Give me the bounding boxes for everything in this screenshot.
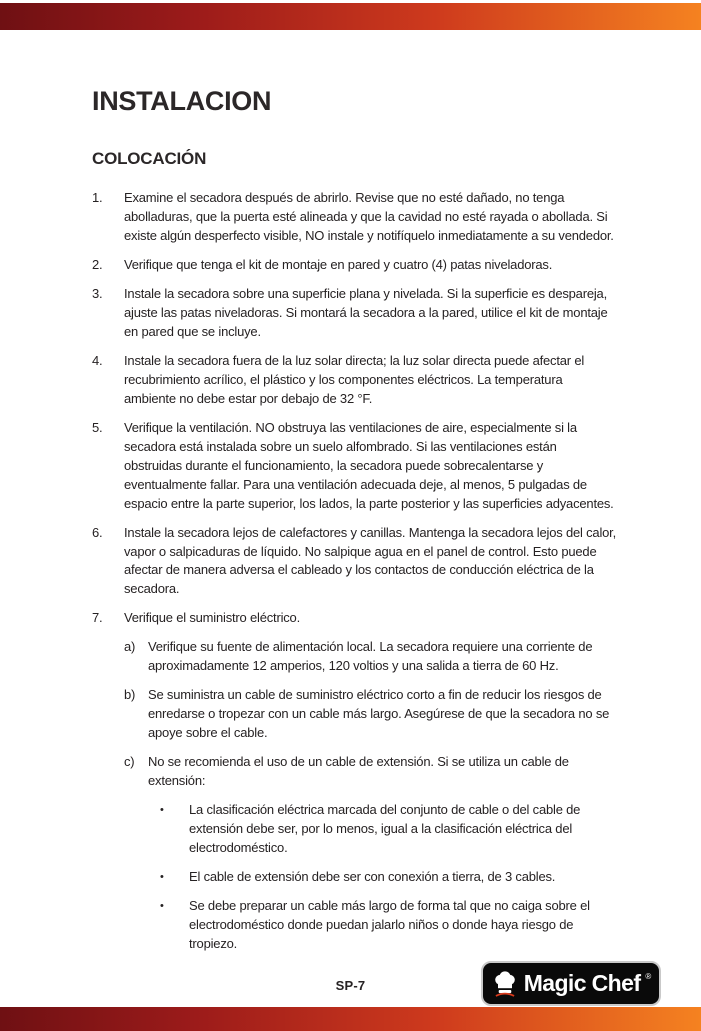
bullet-text: La clasificación eléctrica marcada del conjunto de cable o del cable de extensión debe ser, por lo menos, igual a la clasificación eléctrica del electrodoméstico. [189,802,581,856]
bullet-text: Se debe preparar un cable más largo de forma tal que no caiga sobre el electrodoméstico donde puedan jalarlo niños o donde haya riesgo de tropiezo. [189,898,590,951]
list-item [92,256,616,275]
item-text: Examine el secadora después de abrirlo. Revise que no esté dañado, no tenga abolladuras, que la puerta esté alineada y que la cavidad no esté rayada o abollada. Si existe algún desperfecto visible, NO instale y notifíquelo inmediatamente a su vendedor. [124,190,614,243]
item-text: Instale la secadora lejos de calefactores y canillas. Mantenga la secadora lejos del calor, vapor o salpicaduras de líquido. No salpique agua en el panel de control. Esto puede afectar de manera adversa el cableado y los contactos de conducción eléctrica de la secadora. [124,524,616,597]
page-title: INSTALACION [92,86,272,116]
item-number: 7. [92,610,103,626]
brand-name: Magic Chef [523,970,641,996]
bullet-icon: • [160,804,164,817]
subitem-letter: b) [124,687,136,703]
chef-hat-icon [491,969,519,999]
sub-list-item [124,753,616,791]
item-number: 4. [92,352,103,368]
list-item [92,189,616,246]
bullet-icon: • [160,900,164,913]
item-number: 5. [92,419,103,435]
bullet-list-item [160,897,616,954]
item-number: 6. [92,524,103,540]
item-text: Verifique el suministro eléctrico. [124,610,300,626]
item-number: 3. [92,285,103,301]
subitem-letter: c) [124,754,135,770]
bullet-list-item [160,868,616,887]
item-text: Verifique que tenga el kit de montaje en pared y cuatro (4) patas niveladoras. [124,256,553,272]
section-heading: COLOCACIÓN [92,149,207,168]
list-item [92,609,616,628]
list-item [92,285,616,342]
page-number: SP-7 [335,978,366,993]
list-item [92,352,616,409]
bottom-accent-bar [0,1007,701,1031]
bullet-text: El cable de extensión debe ser con conexión a tierra, de 3 cables. [189,869,556,885]
item-number: 2. [92,256,103,272]
subitem-text: Se suministra un cable de suministro eléctrico corto a fin de reducir los riesgos de enredarse o tropezar con un cable más largo. Asegúrese de que la secadora no se apoye sobre el cable. [148,687,610,741]
subitem-text: No se recomienda el uso de un cable de extensión. Si se utiliza un cable de extensión: [148,754,569,789]
sub-list-item [124,638,616,676]
sub-list-item [124,686,616,743]
registered-mark: ® [645,972,652,981]
top-accent-bar [0,3,701,30]
magic-chef-logo [481,961,661,1006]
subitem-text: Verifique su fuente de alimentación local. La secadora requiere una corriente de aproximadamente 12 amperios, 120 voltios y una salida a tierra de 60 Hz. [148,639,593,674]
list-item [92,524,616,600]
item-number: 1. [92,190,103,205]
item-text: Instale la secadora sobre una superficie plana y nivelada. Si la superficie es despareja, ajuste las patas niveladoras. Si montará la secadora a la pared, utilice el kit de montaje en pared que se incluye. [124,285,608,339]
bullet-list-item [160,801,616,858]
list-item [92,419,616,514]
document-body [92,86,616,964]
item-text: Instale la secadora fuera de la luz solar directa; la luz solar directa puede afectar el recubrimiento acrílico, el plástico y los componentes eléctricos. La temperatura ambiente no debe estar por debajo de 32 °F. [124,352,585,406]
subitem-letter: a) [124,639,136,655]
bullet-icon: • [160,871,164,884]
item-text: Verifique la ventilación. NO obstruya las ventilaciones de aire, especialmente si la secadora está instalada sobre un suelo alfombrado. Si las ventilaciones están obstruidas durante el funcionamiento, la secadora puede sobrecalentarse y eventualmente fallar. Para una ventilación adecuada deje, al menos, 5 pulgadas de espacio entre la parte superior, los lados, la parte posterior y las superficies adyacentes. [124,419,614,511]
